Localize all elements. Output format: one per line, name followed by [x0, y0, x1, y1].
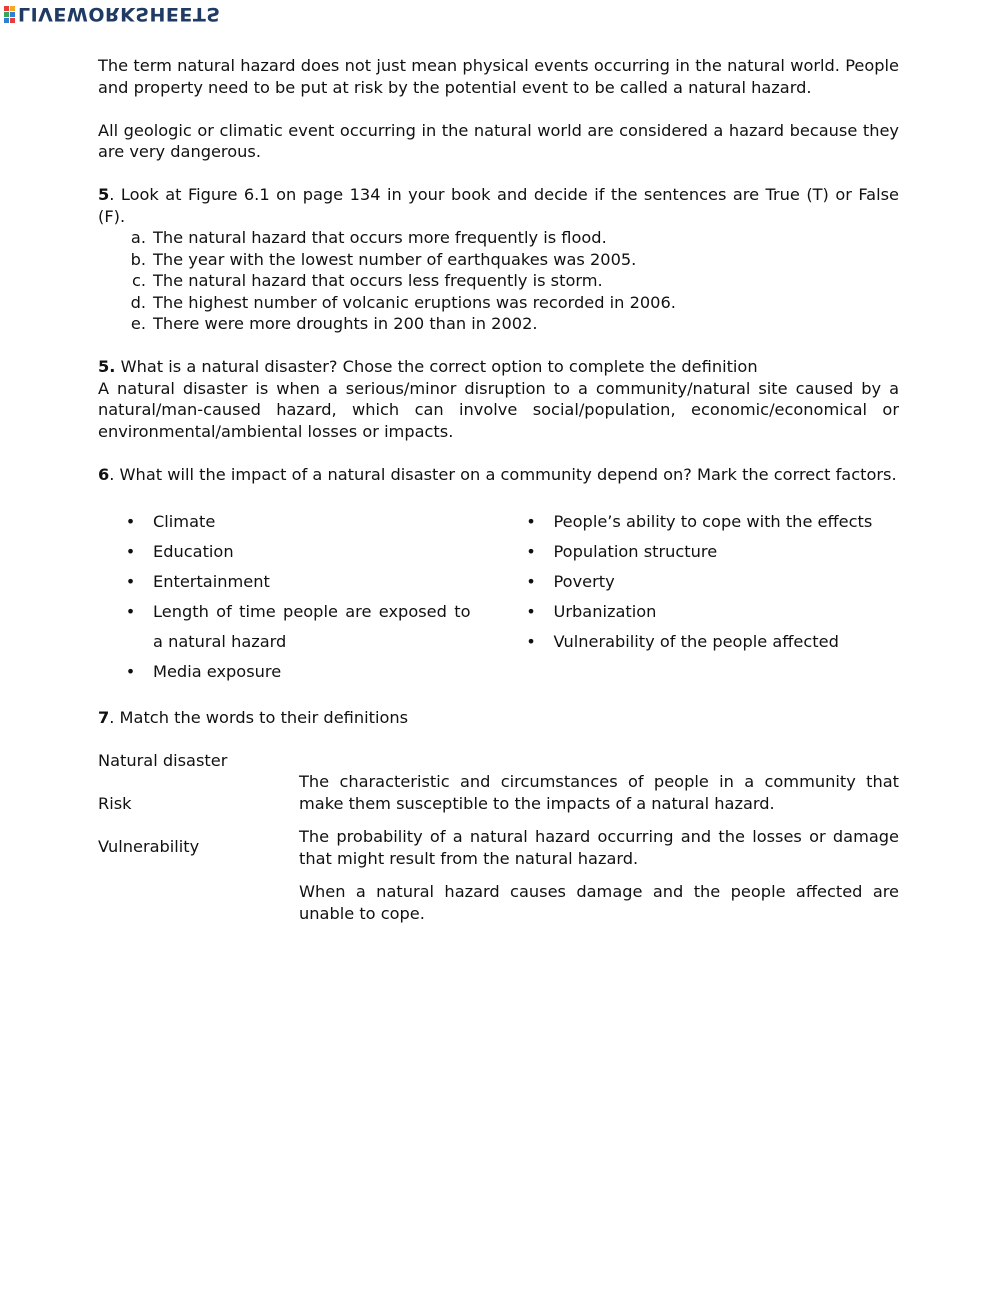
- list-item: [98, 292, 899, 314]
- question-text: . What will the impact of a natural disaster on a community depend on? Mark the correct factors.: [109, 464, 897, 484]
- worksheet-content: [98, 55, 899, 950]
- bullet: •: [125, 602, 136, 621]
- intro-paragraph-2: All geologic or climatic event occurring in the natural world are considered a hazard because they are very dangerous.: [98, 120, 899, 161]
- definition-paragraph: A natural disaster is when a serious/minor disruption to a community/natural site caused by a natural/man-caused hazard, which can involve social/population, economic/economical or environmental/ambiental losses or impacts.: [98, 378, 899, 441]
- list-item: [98, 249, 899, 271]
- match-definition[interactable]: The characteristic and circumstances of people in a community that make them susceptible to the impacts of a natural hazard.: [299, 772, 899, 813]
- factor-text: People’s ability to cope with the effects: [553, 512, 873, 531]
- factor-text: Urbanization: [553, 602, 657, 621]
- question-5-true-false: [98, 184, 899, 227]
- factor-item[interactable]: [98, 597, 499, 657]
- match-definition[interactable]: The probability of a natural hazard occurring and the losses or damage that might result from the natural hazard.: [299, 827, 899, 868]
- bullet: •: [125, 572, 136, 591]
- list-item: [98, 227, 899, 249]
- bullet: •: [125, 542, 136, 561]
- factor-text: Education: [153, 542, 234, 561]
- item-text: The natural hazard that occurs more frequently is flood.: [153, 228, 607, 247]
- question-number: 5: [98, 185, 110, 204]
- item-text: The highest number of volcanic eruptions was recorded in 2006.: [153, 292, 676, 312]
- match-term[interactable]: Risk: [98, 794, 132, 813]
- item-marker: c.: [131, 271, 146, 290]
- question-text: . Look at Figure 6.1 on page 134 in your book and decide if the sentences are True (T) or False (F).: [98, 185, 899, 226]
- list-item: [98, 313, 899, 335]
- match-term[interactable]: Vulnerability: [98, 837, 200, 856]
- factors-list: [98, 507, 899, 687]
- factor-text: Entertainment: [153, 572, 270, 591]
- bullet: •: [125, 512, 136, 531]
- matching-exercise: [98, 750, 899, 950]
- factor-text: Media exposure: [153, 662, 282, 681]
- factor-item[interactable]: [499, 597, 900, 627]
- item-marker: e.: [130, 314, 146, 333]
- item-text: There were more droughts in 200 than in 2002.: [153, 314, 538, 333]
- question-text: . Match the words to their definitions: [109, 708, 409, 727]
- liveworksheets-logo: [4, 2, 221, 26]
- factor-text: Length of time people are exposed to a natural hazard: [153, 602, 471, 651]
- bullet: •: [526, 572, 536, 591]
- factor-item[interactable]: [98, 507, 499, 537]
- factor-item[interactable]: [499, 567, 900, 597]
- factor-text: Poverty: [553, 572, 615, 591]
- factors-right-column: [499, 507, 900, 687]
- factor-text: Vulnerability of the people affected: [553, 632, 839, 651]
- item-text: The natural hazard that occurs less frequently is storm.: [153, 271, 603, 290]
- item-text: The year with the lowest number of earthquakes was 2005.: [153, 249, 637, 269]
- match-term[interactable]: Natural disaster: [98, 751, 228, 770]
- question-7: [98, 707, 899, 729]
- item-marker: d.: [130, 292, 146, 312]
- bullet: •: [526, 512, 536, 531]
- factor-item[interactable]: [499, 627, 900, 657]
- question-text: What is a natural disaster? Chose the correct option to complete the definition: [115, 357, 758, 376]
- item-marker: b.: [130, 249, 146, 269]
- item-marker: a.: [130, 228, 146, 247]
- logo-text: LIVEWORKSHEETS: [18, 3, 221, 25]
- factor-item[interactable]: [98, 567, 499, 597]
- factors-left-column: [98, 507, 499, 687]
- bullet: •: [526, 632, 536, 651]
- question-number: 5.: [98, 357, 116, 376]
- factor-item[interactable]: [98, 537, 499, 567]
- list-item: [98, 270, 899, 292]
- logo-mark-icon: [4, 6, 15, 23]
- question-number: 6: [98, 464, 110, 484]
- question-number: 7: [98, 708, 110, 727]
- factor-item[interactable]: [98, 657, 499, 687]
- bullet: •: [526, 602, 536, 621]
- intro-paragraph-1: The term natural hazard does not just mean physical events occurring in the natural world. People and property need to be put at risk by the potential event to be called a natural hazard.: [98, 56, 899, 97]
- factor-item[interactable]: [499, 537, 900, 567]
- question-5-definition: [98, 356, 899, 378]
- question-6: [98, 464, 899, 486]
- bullet: •: [526, 542, 536, 561]
- bullet: •: [125, 662, 136, 681]
- factor-text: Population structure: [553, 542, 718, 561]
- factor-text: Climate: [153, 512, 216, 531]
- factor-item[interactable]: [499, 507, 900, 537]
- match-definition[interactable]: When a natural hazard causes damage and the people affected are unable to cope.: [299, 882, 899, 923]
- true-false-list: [98, 227, 899, 335]
